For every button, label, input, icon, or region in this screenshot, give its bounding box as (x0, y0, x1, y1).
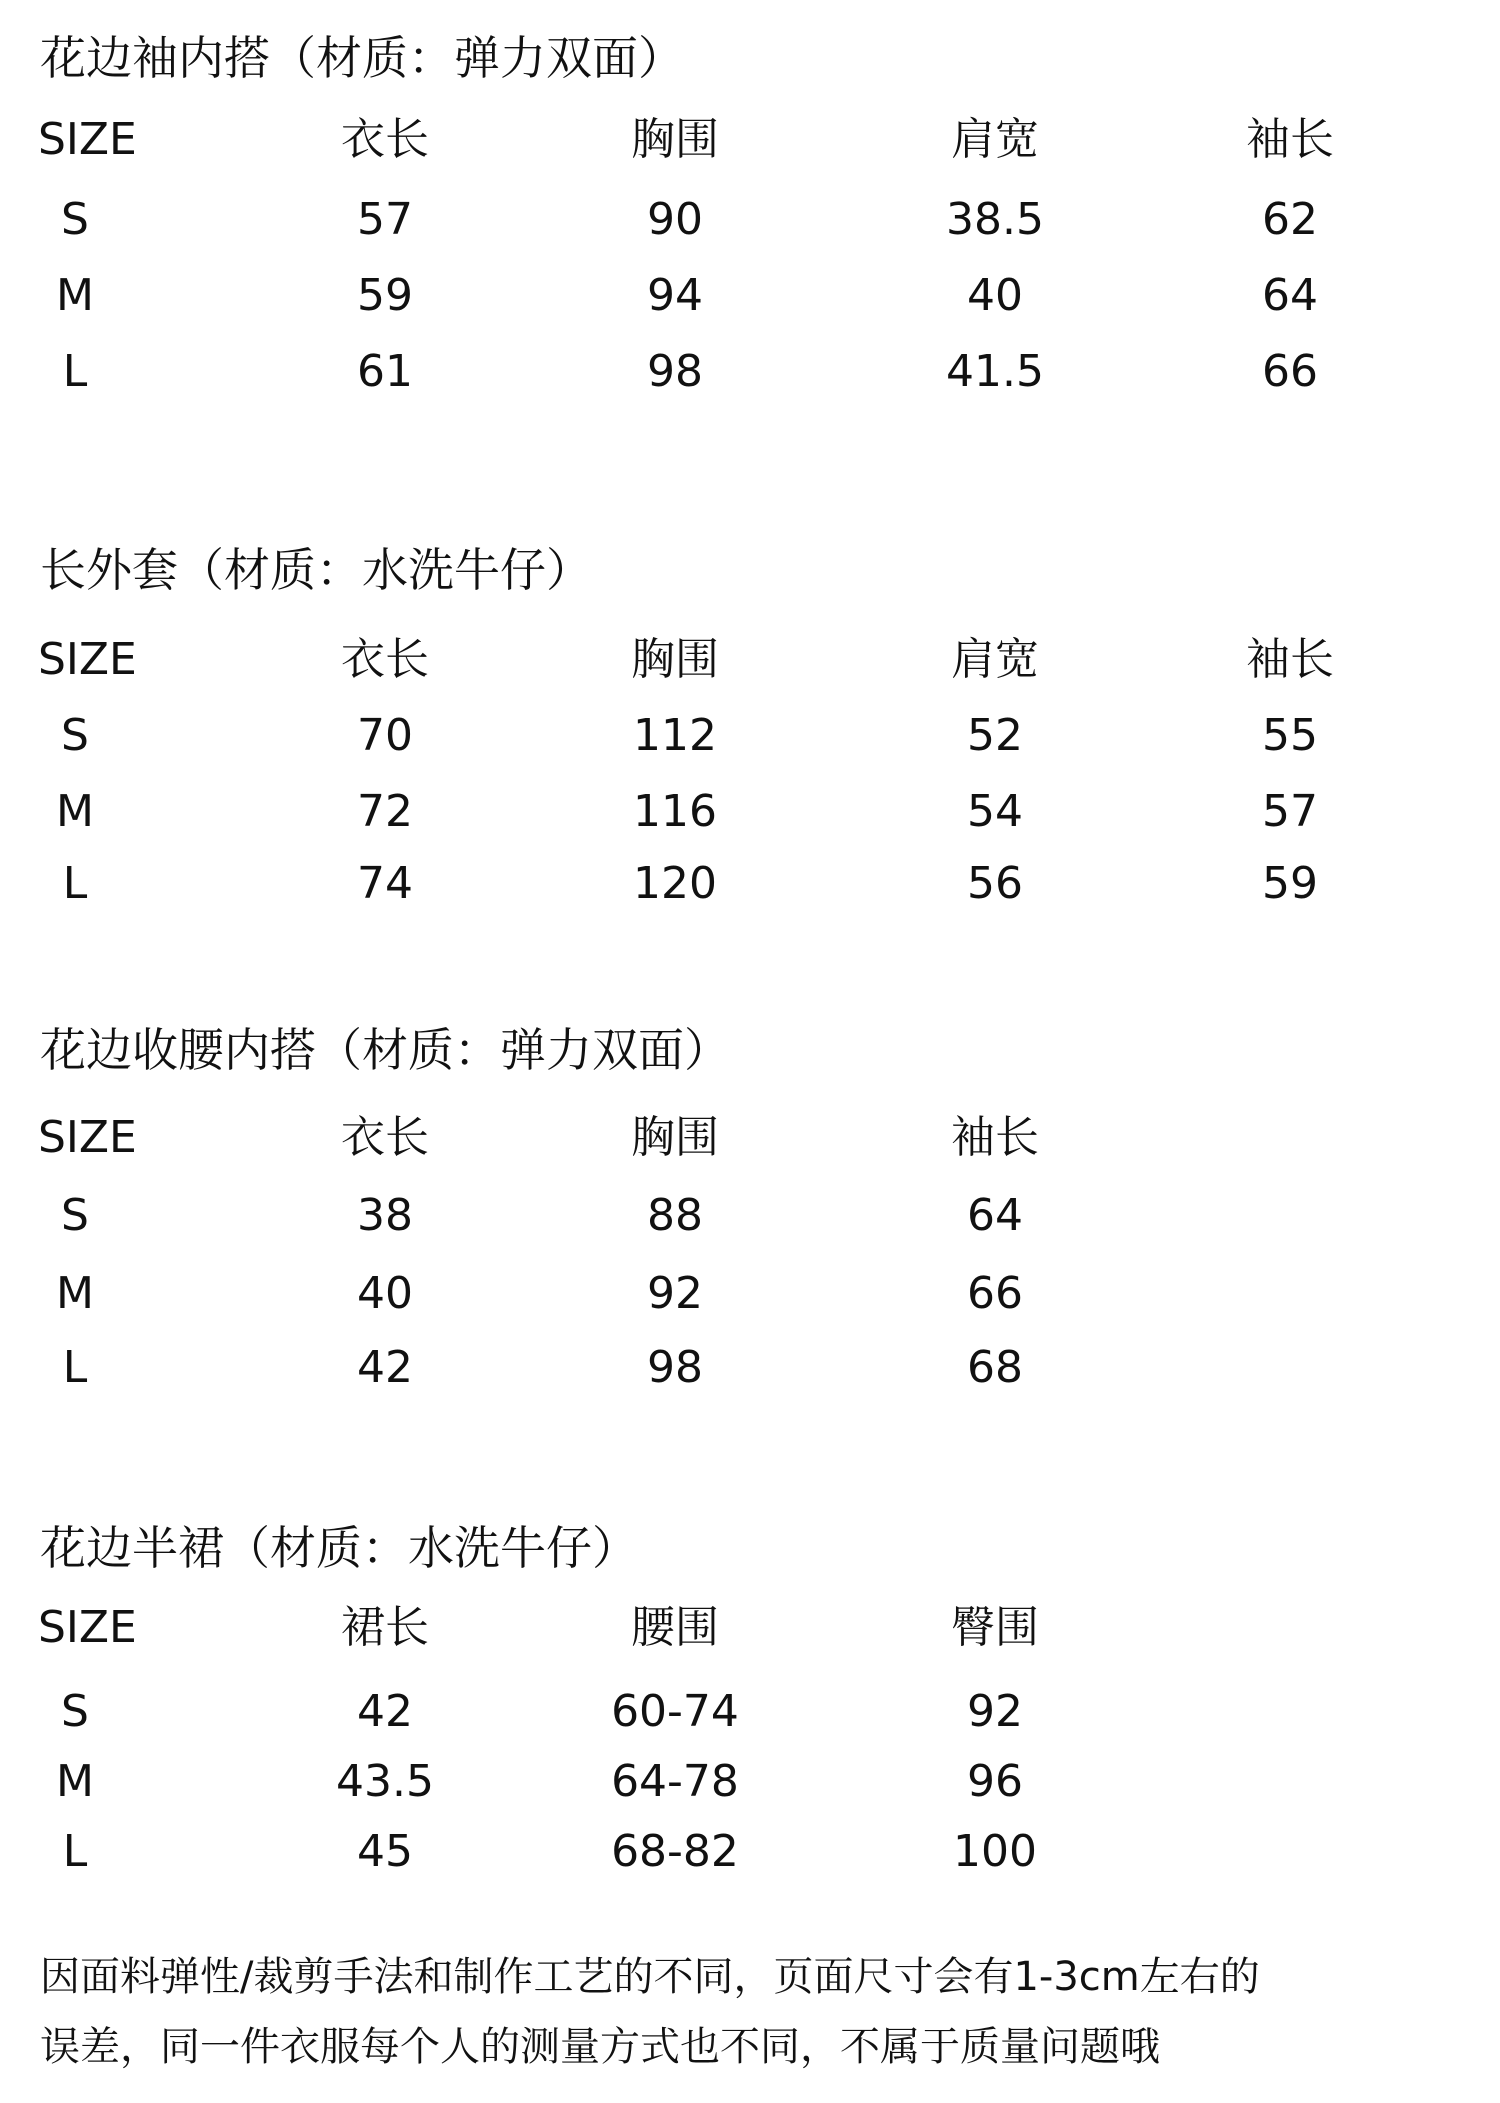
section-title-lace-sleeve-top: 花边袖内搭（材质：弹力双面） (40, 31, 684, 85)
value-cell: 74 (357, 858, 413, 909)
value-cell: 94 (647, 270, 703, 321)
table-header-row (0, 1598, 1500, 1658)
size-cell: S (61, 1686, 89, 1737)
value-cell: 62 (1262, 194, 1318, 245)
value-cell: 57 (357, 194, 413, 245)
value-cell: 60-74 (611, 1686, 739, 1737)
value-cell: 88 (647, 1190, 703, 1241)
header-bust: 胸围 (631, 114, 719, 165)
table-row (0, 342, 1500, 402)
header-size: SIZE (38, 634, 137, 685)
value-cell: 42 (357, 1686, 413, 1737)
table-row (0, 706, 1500, 766)
table-row (0, 190, 1500, 250)
value-cell: 43.5 (336, 1756, 434, 1807)
table-row (0, 854, 1500, 914)
disclaimer-line-2: 误差，同一件衣服每个人的测量方式也不同，不属于质量问题哦 (40, 2024, 1160, 2070)
header-sleeve: 袖长 (1246, 634, 1334, 685)
header-size: SIZE (38, 1112, 137, 1163)
size-cell: L (62, 858, 88, 909)
table-row (0, 1752, 1500, 1812)
value-cell: 72 (357, 786, 413, 837)
value-cell: 64 (967, 1190, 1023, 1241)
section-title-lace-skirt: 花边半裙（材质：水洗牛仔） (40, 1521, 638, 1575)
header-sleeve: 袖长 (951, 1112, 1039, 1163)
size-cell: L (62, 346, 88, 397)
value-cell: 42 (357, 1342, 413, 1393)
size-cell: L (62, 1342, 88, 1393)
value-cell: 45 (357, 1826, 413, 1877)
size-cell: S (61, 194, 89, 245)
value-cell: 100 (953, 1826, 1037, 1877)
size-cell: M (56, 1268, 94, 1319)
value-cell: 57 (1262, 786, 1318, 837)
value-cell: 98 (647, 346, 703, 397)
value-cell: 112 (633, 710, 717, 761)
size-cell: L (62, 1826, 88, 1877)
table-row (0, 1264, 1500, 1324)
header-length: 衣长 (341, 1112, 429, 1163)
table-header-row (0, 630, 1500, 690)
table-row (0, 1682, 1500, 1742)
value-cell: 40 (357, 1268, 413, 1319)
header-shoulder: 肩宽 (951, 634, 1039, 685)
size-cell: M (56, 1756, 94, 1807)
table-row (0, 1822, 1500, 1882)
value-cell: 38 (357, 1190, 413, 1241)
value-cell: 55 (1262, 710, 1318, 761)
value-cell: 68-82 (611, 1826, 739, 1877)
value-cell: 66 (967, 1268, 1023, 1319)
value-cell: 52 (967, 710, 1023, 761)
value-cell: 120 (633, 858, 717, 909)
header-sleeve: 袖长 (1246, 114, 1334, 165)
header-bust: 胸围 (631, 1112, 719, 1163)
value-cell: 70 (357, 710, 413, 761)
table-row (0, 782, 1500, 842)
value-cell: 96 (967, 1756, 1023, 1807)
value-cell: 59 (1262, 858, 1318, 909)
value-cell: 56 (967, 858, 1023, 909)
table-header-row (0, 110, 1500, 170)
table-row (0, 266, 1500, 326)
value-cell: 41.5 (946, 346, 1044, 397)
header-size: SIZE (38, 114, 137, 165)
size-cell: S (61, 1190, 89, 1241)
value-cell: 98 (647, 1342, 703, 1393)
table-row (0, 1186, 1500, 1246)
value-cell: 64 (1262, 270, 1318, 321)
value-cell: 64-78 (611, 1756, 739, 1807)
size-cell: M (56, 270, 94, 321)
value-cell: 92 (967, 1686, 1023, 1737)
table-row (0, 1338, 1500, 1398)
value-cell: 68 (967, 1342, 1023, 1393)
value-cell: 92 (647, 1268, 703, 1319)
size-cell: S (61, 710, 89, 761)
value-cell: 38.5 (946, 194, 1044, 245)
size-cell: M (56, 786, 94, 837)
section-title-long-coat: 长外套（材质：水洗牛仔） (40, 543, 592, 597)
value-cell: 66 (1262, 346, 1318, 397)
header-waist: 腰围 (631, 1602, 719, 1653)
header-shoulder: 肩宽 (951, 114, 1039, 165)
value-cell: 40 (967, 270, 1023, 321)
header-hip: 臀围 (951, 1602, 1039, 1653)
header-skirt-length: 裙长 (341, 1602, 429, 1653)
header-bust: 胸围 (631, 634, 719, 685)
section-title-lace-waist-top: 花边收腰内搭（材质：弹力双面） (40, 1023, 730, 1077)
disclaimer-line-1: 因面料弹性/裁剪手法和制作工艺的不同，页面尺寸会有1-3cm左右的 (40, 1954, 1260, 2000)
value-cell: 90 (647, 194, 703, 245)
value-cell: 59 (357, 270, 413, 321)
header-length: 衣长 (341, 634, 429, 685)
header-length: 衣长 (341, 114, 429, 165)
value-cell: 61 (357, 346, 413, 397)
header-size: SIZE (38, 1602, 137, 1653)
value-cell: 54 (967, 786, 1023, 837)
table-header-row (0, 1108, 1500, 1168)
value-cell: 116 (633, 786, 717, 837)
